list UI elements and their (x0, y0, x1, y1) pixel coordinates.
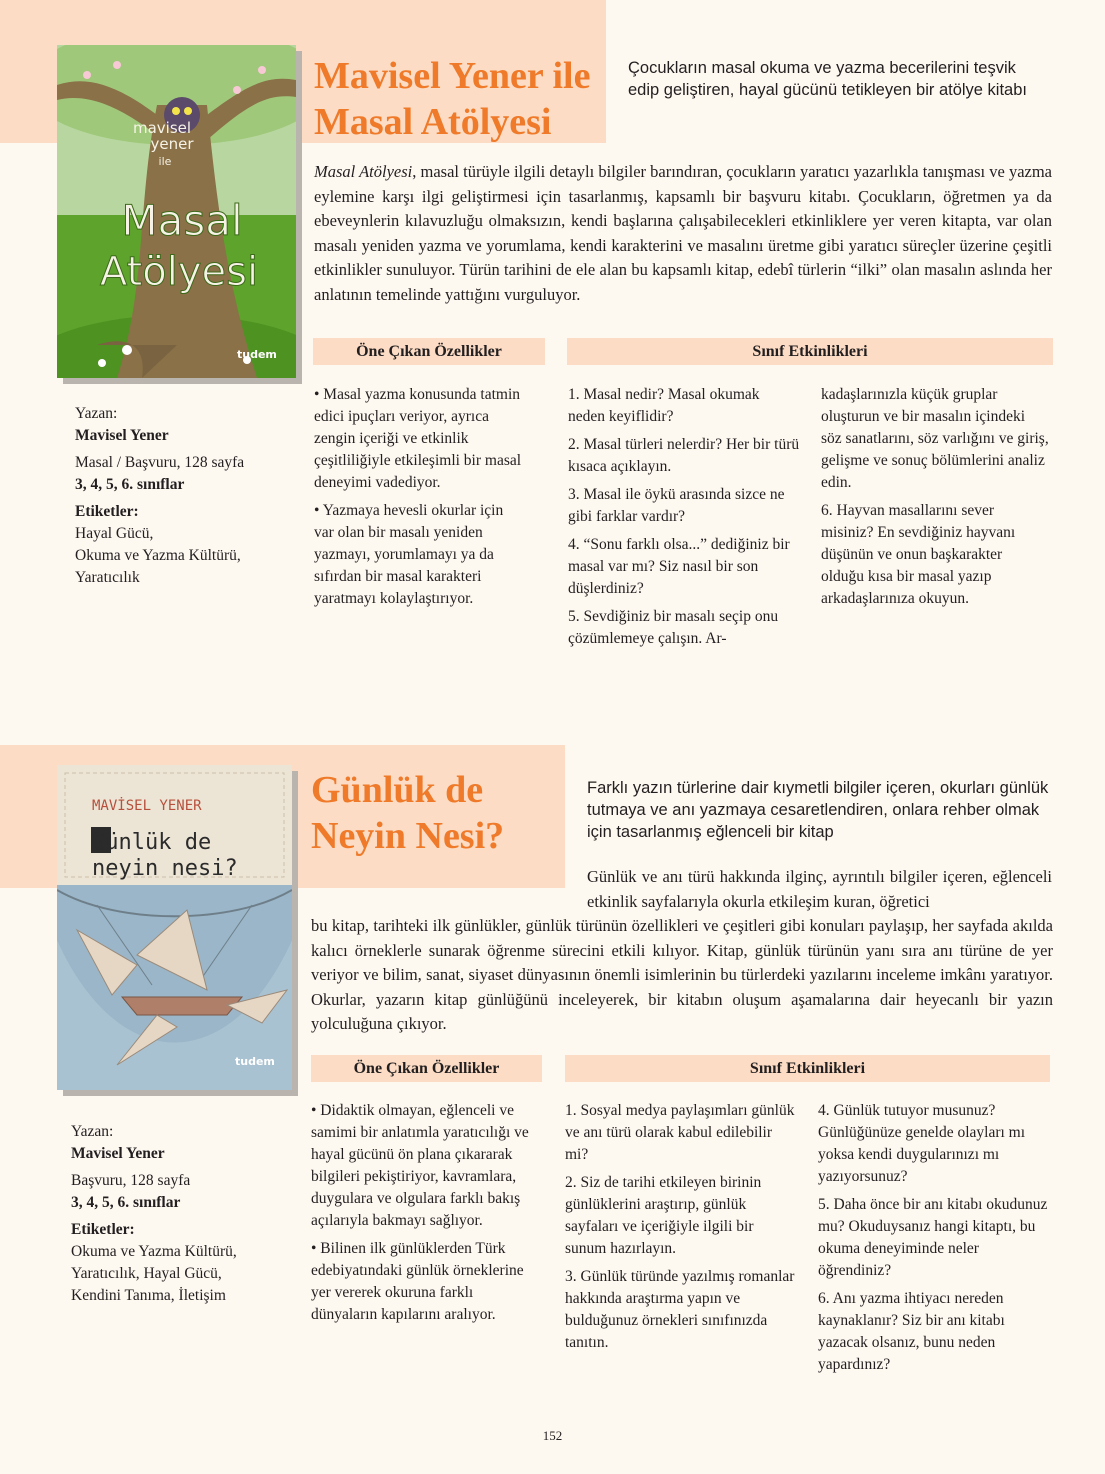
feature-item: • Yazmaya hevesli okurlar için var olan bir masalı yeniden yazmayı, yorumlamayı ya da sıfırdan bir masal karakteri yaratmayı kolaylaştırıyor. (314, 502, 504, 607)
tag-item: Okuma ve Yazma Kültürü, (75, 547, 241, 564)
activities-col1 (565, 1100, 797, 1360)
tag-item: Okuma ve Yazma Kültürü, (71, 1243, 237, 1260)
book-description (314, 160, 1052, 307)
activities-col2 (821, 384, 1049, 616)
activity-item: 5. Sevdiğiniz bir masalı seçip onu çözümlemeye çalışın. Ar- (568, 608, 779, 647)
activities-heading: Sınıf Etkinlikleri (567, 338, 1053, 365)
book-title-line1: Günlük de (311, 769, 484, 811)
activity-item: 1. Masal nedir? Masal okumak neden keyiflidir? (568, 386, 760, 425)
page-number: 152 (542, 1428, 563, 1443)
book-lead: Farklı yazın türlerine dair kıymetli bilgiler içeren, okurları günlük tutmaya ve anı yazmaya cesaretlendiren, onlara rehber olmak için tasarlanmış eğlenceli bir kitap (587, 779, 1049, 841)
book-title (314, 53, 604, 145)
author-name: Mavisel Yener (71, 1145, 165, 1162)
activity-item: 1. Sosyal medya paylaşımları günlük ve anı türü olarak kabul edilebilir mi? (565, 1102, 795, 1163)
author-label: Yazan: (75, 405, 118, 422)
genre-pages: Başvuru, 128 sayfa (71, 1172, 191, 1189)
tag-item: Yaratıcılık (75, 569, 140, 586)
features-list (314, 384, 522, 616)
cover-illustration (57, 765, 292, 1090)
grades: 3, 4, 5, 6. sınıflar (71, 1194, 181, 1211)
cover-title-line1: Masal (121, 196, 243, 245)
cover-title-line2: Atölyesi (99, 249, 259, 295)
activity-item: 2. Masal türleri nelerdir? Her bir türü kısaca açıklayın. (568, 436, 800, 475)
tags-label: Etiketler: (75, 503, 139, 520)
activities-heading: Sınıf Etkinlikleri (565, 1055, 1050, 1082)
features-heading: Öne Çıkan Özellikler (313, 338, 545, 365)
cover-author: MAVİSEL YENER (92, 798, 202, 814)
tag-item: Yaratıcılık, Hayal Gücü, (71, 1265, 222, 1282)
activity-item: 4. Günlük tutuyor musunuz? Günlüğünüze genelde olayları mı yoksa kendi duygularınızı mı yazıyorsunuz? (818, 1102, 1026, 1185)
book-description-top: Günlük ve anı türü hakkında ilginç, ayrıntılı bilgiler içeren, eğlenceli etkinlik sayfalarıyla okurla etkileşim kuran, öğretici (587, 867, 1052, 911)
tag-item: Hayal Gücü, (75, 525, 154, 542)
activity-item: 3. Masal ile öykü arasında sizce ne gibi farklar vardır? (568, 486, 785, 525)
genre-pages: Masal / Başvuru, 128 sayfa (75, 454, 245, 471)
book-title-line2: Masal Atölyesi (314, 101, 552, 143)
description-text: , masal türüyle ilgili detaylı bilgiler barındıran, çocukların yaratıcı yazarlıkla tanışması ve yazma eylemine karşı ilgi geliştirmesi için tasarlanmış, kapsamlı bir başvuru kitabı. Çocukların, öğretmen ya da ebeveynlerin kılavuzluğu olmaksızın, kendi başlarına çalışabilecekleri etkinliklere yer veren kitapta, var olan masalı yeniden yazma ve yorumlama, kendi karakterini ve masalını üretme gibi yaratıcı süreçler üzerine çeşitli etkinlikler sunuluyor. Türün tarihini de ele alan bu kapsamlı kitap, edebî türlerin “ilki” olan masalın aslında her anlatının temelinde yattığını vurguluyor. (314, 162, 1052, 304)
activities-col2 (818, 1100, 1050, 1382)
activity-item: 5. Daha önce bir anı kitabı okudunuz mu? Okuduysanız hangi kitaptı, bu okuma deneyiminde neler öğrendiniz? (818, 1196, 1048, 1279)
feature-item: • Masal yazma konusunda tatmin edici ipuçları veriyor, ayrıca zengin içeriği ve etkinlik çeşitliliğiyle etkileşimli bir masal deneyimi vadediyor. (314, 386, 522, 491)
book-title-line1: Mavisel Yener ile (314, 55, 591, 97)
cover-publisher: tudem (235, 1055, 275, 1068)
cover-title-line2: neyin nesi? (92, 856, 238, 881)
author-label: Yazan: (71, 1123, 114, 1140)
author-name: Mavisel Yener (75, 427, 169, 444)
cover-author-line2: yener (150, 135, 194, 153)
feature-item: • Bilinen ilk günlüklerden Türk edebiyatındaki günlük örneklerine yer vererek okuruna farklı dünyaların kapılarını aralıyor. (311, 1240, 524, 1323)
activity-item: 3. Günlük türünde yazılmış romanlar hakkında araştırma yapın ve bulduğunuz örnekleri sınıfınızda tanıtın. (565, 1268, 795, 1351)
book-title-line2: Neyin Nesi? (311, 815, 505, 857)
book-description: bu kitap, tarihteki ilk günlükler, günlük türünün özellikleri ve çeşitleri gibi konuları paylaşıp, her sayfada akılda kalıcı örneklerle sunarak öğrenme sürecini etkili kılıyor. Kitap, günlük türünün yanı sıra anı türüne de yer veriyor ve bilim, sanat, siyaset dünyasının önemli isimlerinin bu türlerdeki yazılarını inceleme imkânı yaratıyor. Okurlar, yazarın kitap günlüğünü inceleyerek, bir kitabın oluşum aşamalarına dair heyecanlı bir yazın yolculuğuna çıkıyor. (311, 916, 1053, 1033)
cover-author-line1: mavisel (132, 119, 192, 137)
activity-item: 6. Anı yazma ihtiyacı nereden kaynaklanır? Siz bir anı kitabı yazacak olsanız, bunu neden yapardınız? (818, 1290, 1005, 1373)
tag-item: Kendini Tanıma, İletişim (71, 1287, 226, 1304)
features-list (311, 1100, 541, 1332)
features-heading: Öne Çıkan Özellikler (311, 1055, 542, 1082)
book-cover-masal-atolyesi (57, 45, 296, 378)
activities-col1 (568, 384, 800, 656)
grades: 3, 4, 5, 6. sınıflar (75, 476, 185, 493)
book-meta (75, 403, 295, 589)
activity-item: 2. Siz de tarihi etkileyen birinin günlüklerini araştırıp, günlük sayfaları ve içeriğiyle ilgili bir sunum hazırlayın. (565, 1174, 762, 1257)
activity-item: 6. Hayvan masallarını sever misiniz? En sevdiğiniz hayvanı düşünün ve onun başkarakter olduğu kısa bir masal yazıp arkadaşlarınıza okuyun. (821, 502, 1016, 607)
cover-publisher: tudem (237, 348, 277, 361)
description-italic-title: Masal Atölyesi (314, 162, 413, 181)
book-title (311, 767, 561, 859)
feature-item: • Didaktik olmayan, eğlenceli ve samimi bir anlatımla yaratıcılığı ve hayal gücünü ön plana çıkararak bilgileri pekiştiriyor, kavramlara, duygulara ve olgulara farklı bakış açılarıyla bakmayı sağlıyor. (311, 1102, 529, 1229)
cover-author-line3: ile (158, 155, 172, 168)
cover-title-line1: Günlük de (92, 830, 212, 855)
activity-item: kadaşlarınızla küçük gruplar oluşturun ve bir masalın içindeki söz sanatlarını, söz varlığını ve giriş, gelişme ve sonuç bölümlerini analiz edin. (821, 386, 1049, 491)
book-meta (71, 1121, 296, 1307)
cover-illustration (57, 45, 296, 378)
activity-item: 4. “Sonu farklı olsa...” dediğiniz bir masal var mı? Siz nasıl bir son düşlerdiniz? (568, 536, 790, 597)
tags-label: Etiketler: (71, 1221, 135, 1238)
book-cover-gunluk-de-neyin-nesi (57, 765, 292, 1090)
book-lead: Çocukların masal okuma ve yazma becerilerini teşvik edip geliştiren, hayal gücünü tetikleyen bir atölye kitabı (628, 59, 1027, 99)
